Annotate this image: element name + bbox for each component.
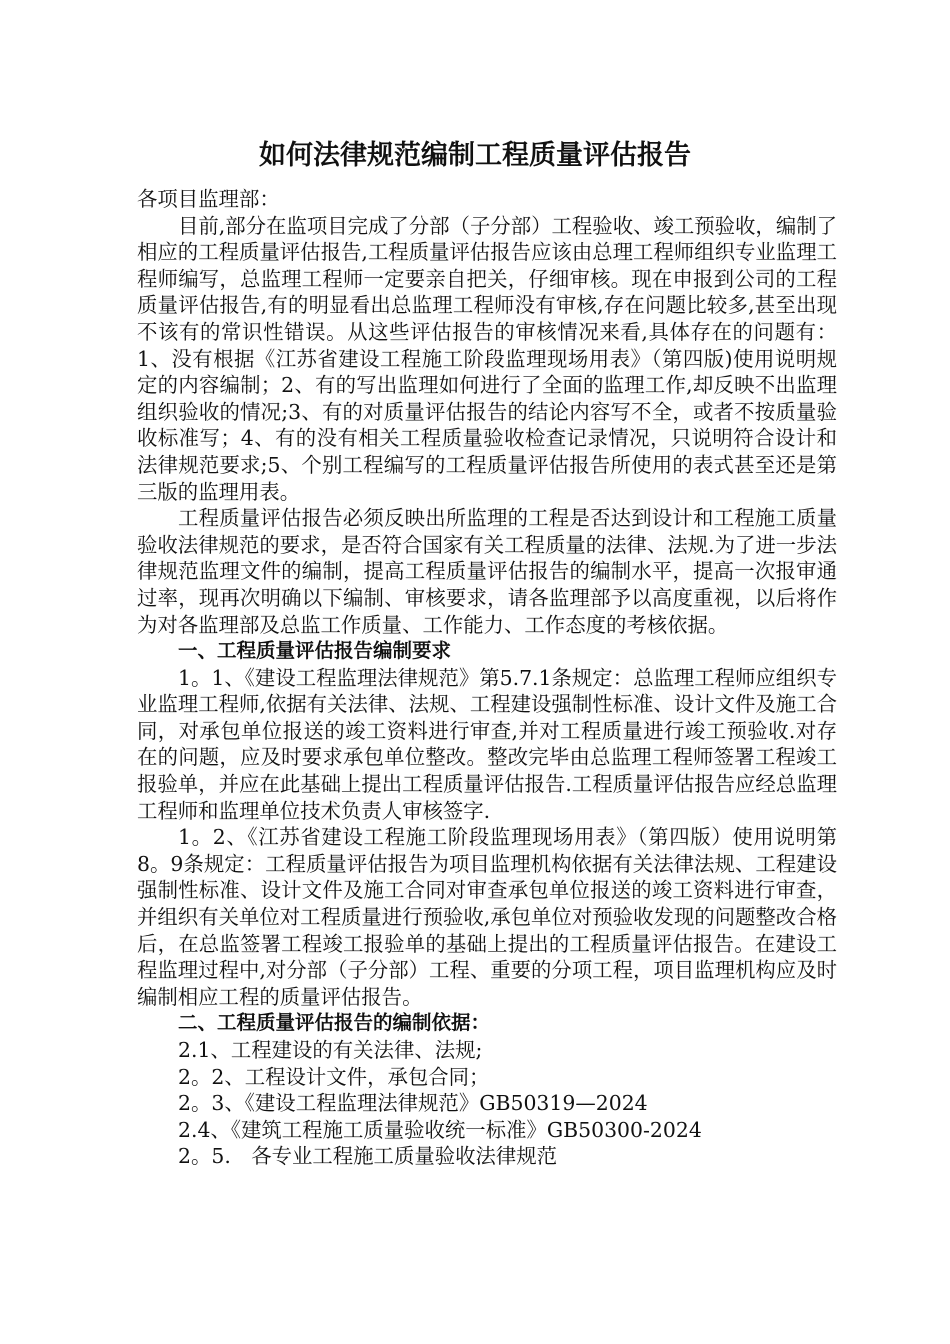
document-title: 如何法律规范编制工程质量评估报告	[259, 140, 691, 171]
section-heading-2: 二、工程质量评估报告的编制依据：	[178, 1011, 491, 1035]
section2-item: 2.1、工程建设的有关法律、法规;	[178, 1038, 483, 1062]
paragraph-intro: 目前,部分在监项目完成了分部（子分部）工程验收、竣工预验收，编制了相应的工程质量评估报告,工程质量评估报告应该由总理工程师组织专业监理工程师编写，总监理工程师一定要亲自把关，仔细审核。现在申报到公司的工程质量评估报告,有的明显看出总监理工程师没有审核,存在问题比较多,甚至出现不该有的常识性错误。从这些评估报告的审核情况来看,具体存在的问题有：1、没有根据《江苏省建设工程施工阶段监理现场用表》（第四版)使用说明规定的内容编制；2、有的写出监理如何进行了全面的监理工作,却反映不出监理组织验收的情况;3、有的对质量评估报告的结论内容写不全，或者不按质量验收标准写；4、有的没有相关工程质量验收检查记录情况，只说明符合设计和法律规范要求;5、个别工程编写的工程质量评估报告所使用的表式甚至还是第三版的监理用表。	[137, 213, 837, 504]
document-body	[137, 186, 837, 1170]
section2-item: 2.4、《建筑工程施工质量验收统一标准》GB50300-2024	[178, 1117, 702, 1142]
section2-item: 2。2、工程设计文件，承包合同；	[178, 1064, 490, 1089]
section2-item: 2。5. 各专业工程施工质量验收法律规范	[178, 1144, 558, 1169]
section1-item: 1。1、《建设工程监理法律规范》第5.7.1条规定：总监理工程师应组织专业监理工程师,依据有关法律、法规、工程建设强制性标准、设计文件及施工合同，对承包单位报送的竣工资料进行审查,并对工程质量进行竣工预验收.对存在的问题，应及时要求承包单位整改。整改完毕由总监理工程师签署工程竣工报验单，并应在此基础上提出工程质量评估报告.工程质量评估报告应经总监理工程师和监理单位技术负责人审核签字.	[137, 665, 837, 823]
section-heading-1: 一、工程质量评估报告编制要求	[178, 639, 452, 663]
paragraph-requirements: 工程质量评估报告必须反映出所监理的工程是否达到设计和工程施工质量验收法律规范的要求，是否符合国家有关工程质量的法律、法规.为了进一步法律规范监理文件的编制，提高工程质量评估报告的编制水平，提高一次报审通过率，现再次明确以下编制、审核要求，请各监理部予以高度重视，以后将作为对各监理部及总监工作质量、工作能力、工作态度的考核依据。	[137, 506, 837, 637]
salutation: 各项目监理部：	[137, 187, 280, 211]
section1-item: 1。2、《江苏省建设工程施工阶段监理现场用表》（第四版）使用说明第8。9条规定：工程质量评估报告为项目监理机构依据有关法律法规、工程建设强制性标准、设计文件及施工合同对审查承包单位报送的竣工资料进行审查，并组织有关单位对工程质量进行预验收,承包单位对预验收发现的问题整改合格后，在总监签署工程竣工报验单的基础上提出的工程质量评估报告。在建设工程监理过程中,对分部（子分部）工程、重要的分项工程，项目监理机构应及时编制相应工程的质量评估报告。	[137, 825, 837, 1009]
section2-item: 2。3、《建设工程监理法律规范》GB50319—2024	[178, 1091, 648, 1116]
